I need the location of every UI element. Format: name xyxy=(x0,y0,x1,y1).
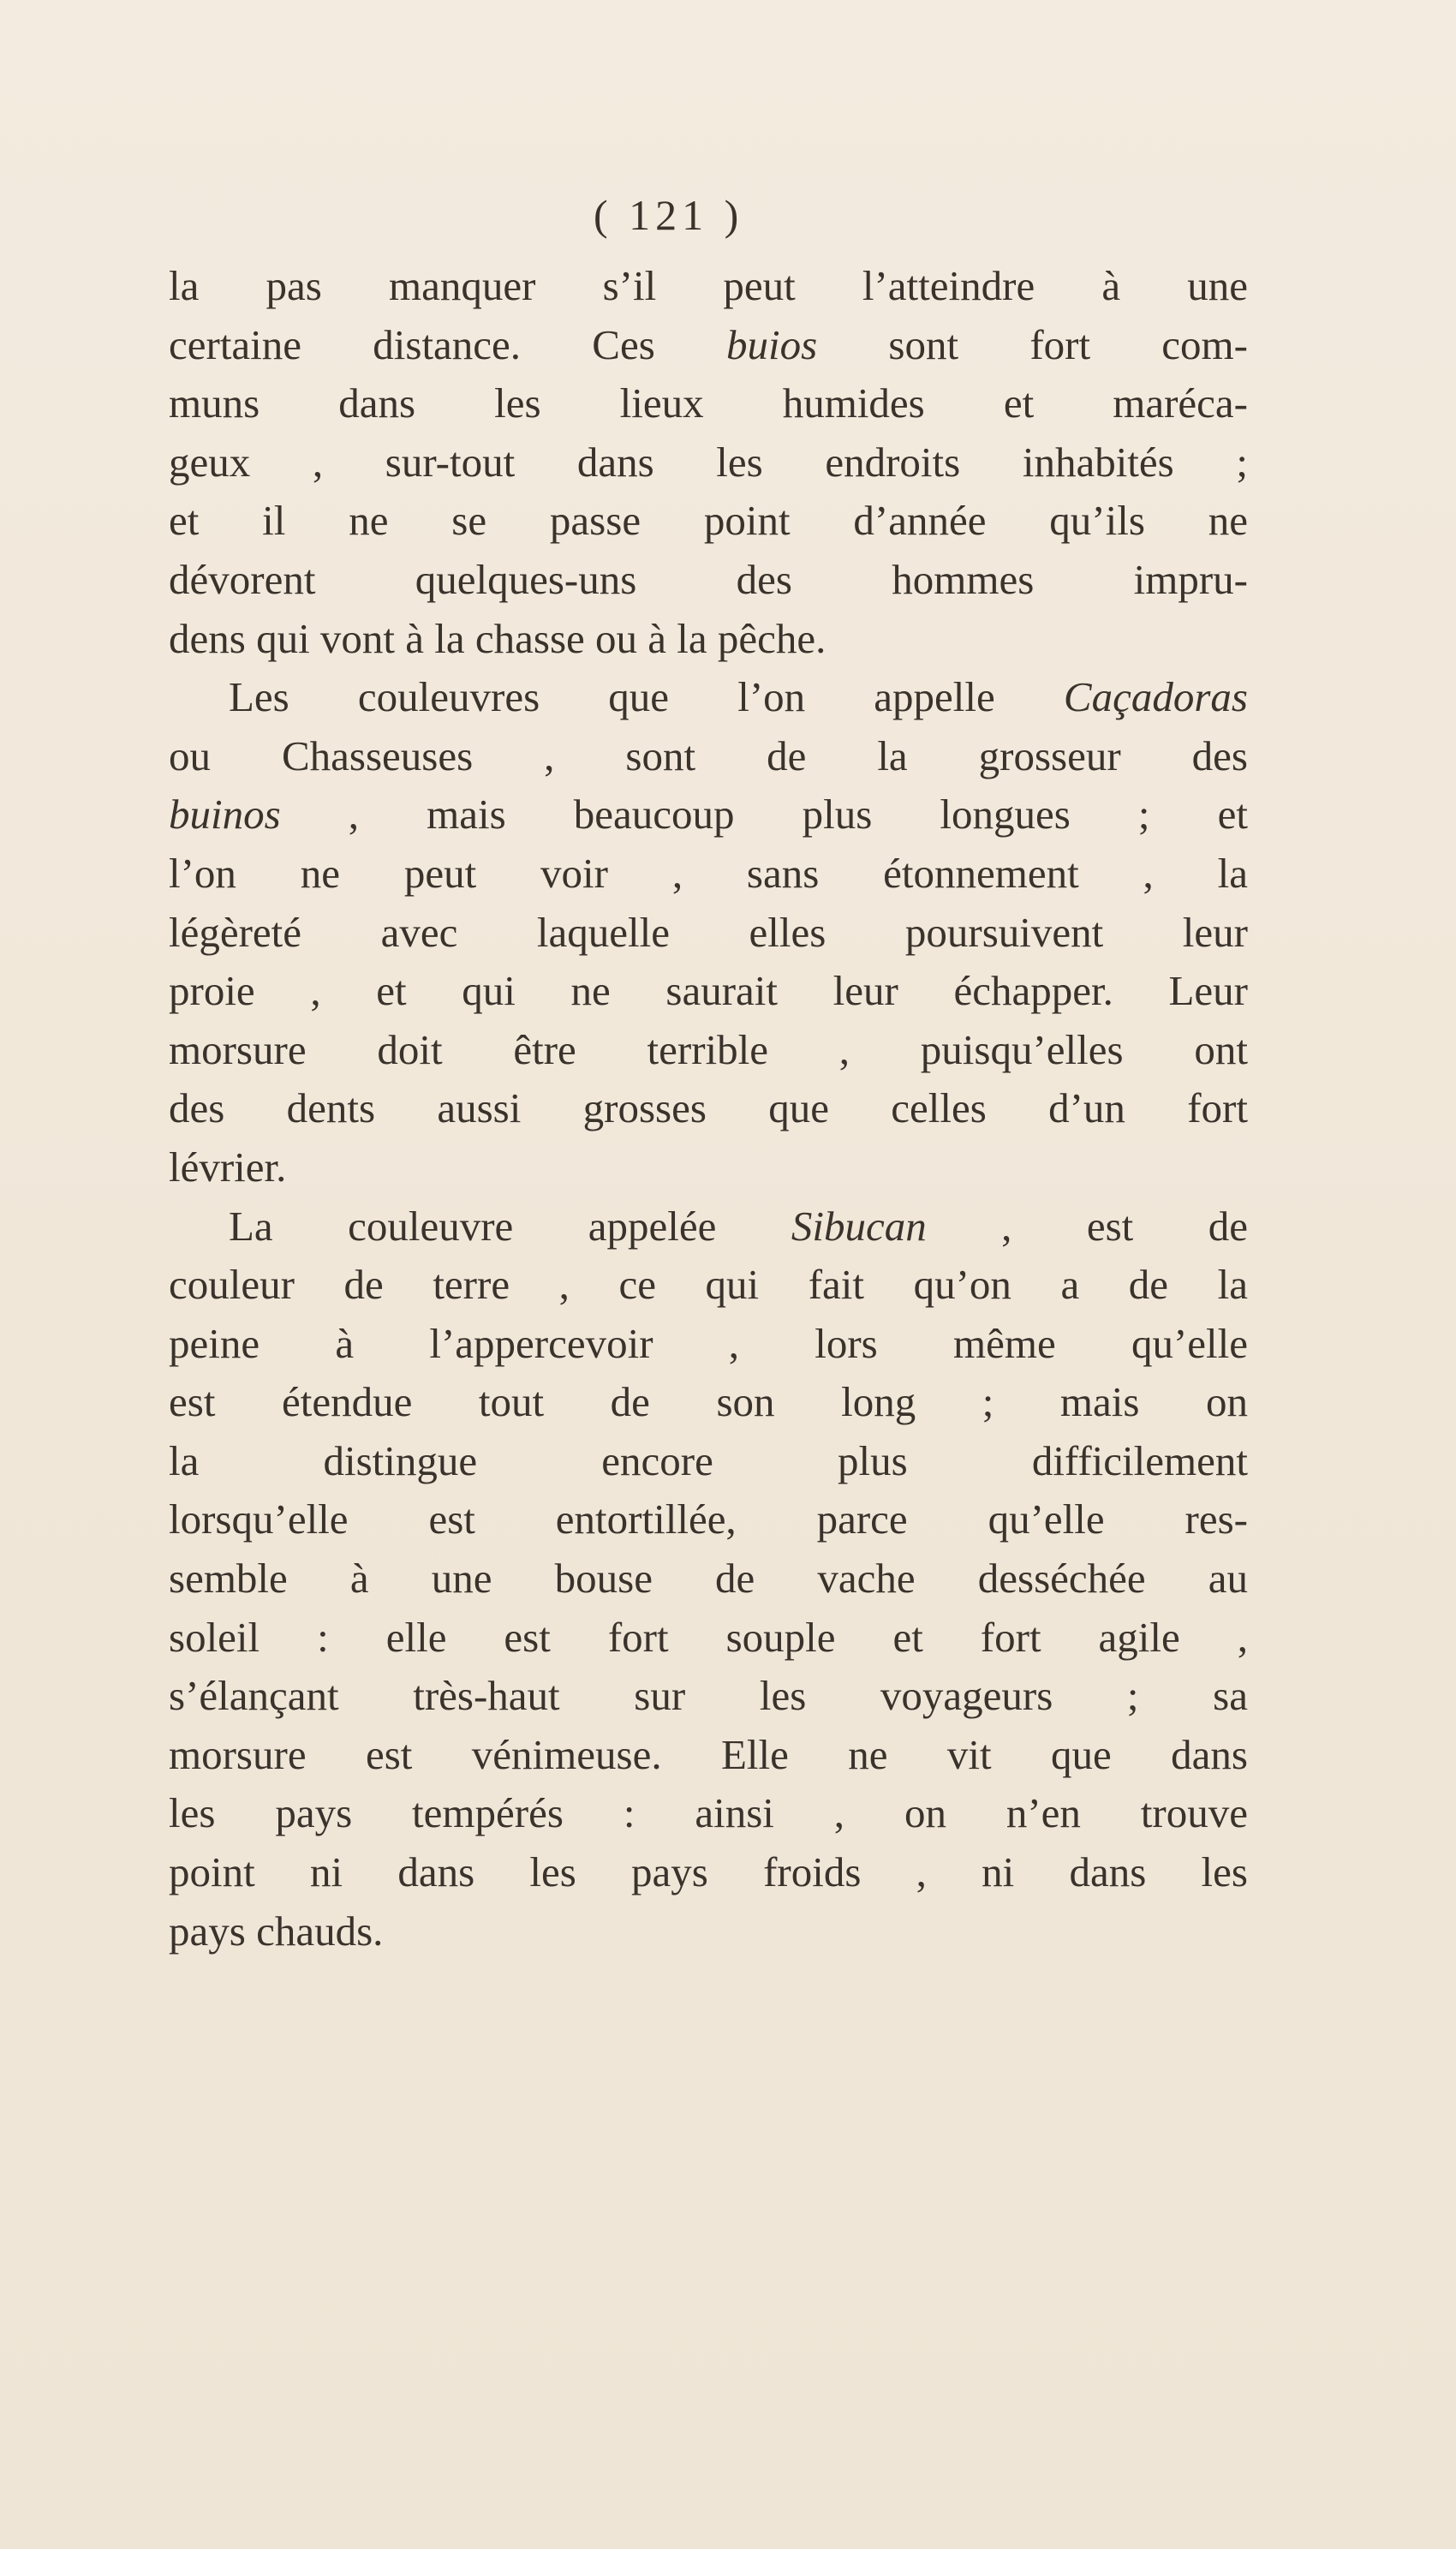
line-text: La couleuvre appelée xyxy=(229,1202,791,1250)
line-text: semble à une bouse de vache desséchée au xyxy=(169,1555,1248,1603)
text-line xyxy=(169,610,1248,669)
text-line xyxy=(169,1726,1248,1785)
text-line xyxy=(169,1138,1248,1197)
text-line xyxy=(169,1667,1248,1726)
line-text: et il ne se passe point d’année qu’ils ne xyxy=(169,497,1248,545)
text-line xyxy=(169,1609,1248,1668)
italic-term: Sibucan xyxy=(791,1202,927,1250)
line-text: est étendue tout de son long ; mais on xyxy=(169,1378,1248,1426)
text-line xyxy=(169,727,1248,786)
line-text: la distingue encore plus difficilement xyxy=(169,1436,1248,1484)
text-line xyxy=(169,1373,1248,1432)
text-line xyxy=(169,668,1248,727)
line-text: légèreté avec laquelle elles poursuivent leur xyxy=(169,908,1248,956)
line-text: lorsqu’elle est entortillée, parce qu’elle res- xyxy=(169,1495,1248,1543)
line-text: certaine distance. Ces xyxy=(169,320,727,368)
line-text: ou Chasseuses , sont de la grosseur des xyxy=(169,731,1248,779)
line-text: soleil : elle est fort souple et fort agile , xyxy=(169,1613,1248,1661)
text-line xyxy=(169,1079,1248,1138)
text-line xyxy=(169,845,1248,904)
text-line xyxy=(169,551,1248,610)
text-line xyxy=(169,1256,1248,1315)
line-text: couleur de terre , ce qui fait qu’on a de la xyxy=(169,1261,1248,1309)
text-line xyxy=(169,433,1248,492)
line-text-after: , est de xyxy=(926,1202,1248,1250)
italic-term: buios xyxy=(726,320,818,368)
line-text: peine à l’appercevoir , lors même qu’elle xyxy=(169,1319,1248,1367)
line-text: dévorent quelques-uns des hommes impru- xyxy=(169,555,1248,603)
page-number: ( 121 ) xyxy=(594,191,744,239)
line-text: point ni dans les pays froids , ni dans les xyxy=(169,1848,1248,1896)
text-line xyxy=(169,1490,1248,1549)
line-text: morsure est vénimeuse. Elle ne vit que dans xyxy=(169,1730,1248,1778)
line-text-after: sont fort com- xyxy=(817,320,1248,368)
text-line xyxy=(169,1197,1248,1257)
text-line xyxy=(169,785,1248,845)
text-line xyxy=(169,904,1248,963)
text-line xyxy=(169,1021,1248,1080)
line-text: muns dans les lieux humides et maréca- xyxy=(169,379,1248,427)
line-text: morsure doit être terrible , puisqu’elles ont xyxy=(169,1025,1248,1073)
line-text: l’on ne peut voir , sans étonnement , la xyxy=(169,849,1248,897)
text-line xyxy=(169,492,1248,551)
text-line xyxy=(169,374,1248,433)
text-line xyxy=(169,1902,1248,1961)
line-text: Les couleuvres que l’on appelle xyxy=(229,673,1064,721)
line-text: la pas manquer s’il peut l’atteindre à une xyxy=(169,262,1248,309)
text-line xyxy=(169,257,1248,316)
line-text: les pays tempérés : ainsi , on n’en trouve xyxy=(169,1789,1248,1837)
text-line xyxy=(169,316,1248,375)
line-text: s’élançant très-haut sur les voyageurs ; sa xyxy=(169,1672,1248,1720)
text-line xyxy=(169,1549,1248,1609)
line-text: lévrier. xyxy=(169,1143,287,1191)
text-line xyxy=(169,1784,1248,1843)
text-line xyxy=(169,1432,1248,1491)
text-line xyxy=(169,1315,1248,1374)
text-line xyxy=(169,962,1248,1021)
line-text: des dents aussi grosses que celles d’un fort xyxy=(169,1084,1248,1132)
line-text-after: , mais beaucoup plus longues ; et xyxy=(280,791,1248,839)
italic-term: Caçadoras xyxy=(1063,673,1248,721)
line-text: geux , sur-tout dans les endroits inhabités ; xyxy=(169,438,1248,486)
line-text: proie , et qui ne saurait leur échapper. Leur xyxy=(169,967,1248,1015)
body-text xyxy=(169,257,1248,1961)
text-line xyxy=(169,1843,1248,1902)
line-text: pays chauds. xyxy=(169,1907,384,1955)
line-text: dens qui vont à la chasse ou à la pêche. xyxy=(169,614,826,662)
italic-term: buinos xyxy=(169,791,281,839)
